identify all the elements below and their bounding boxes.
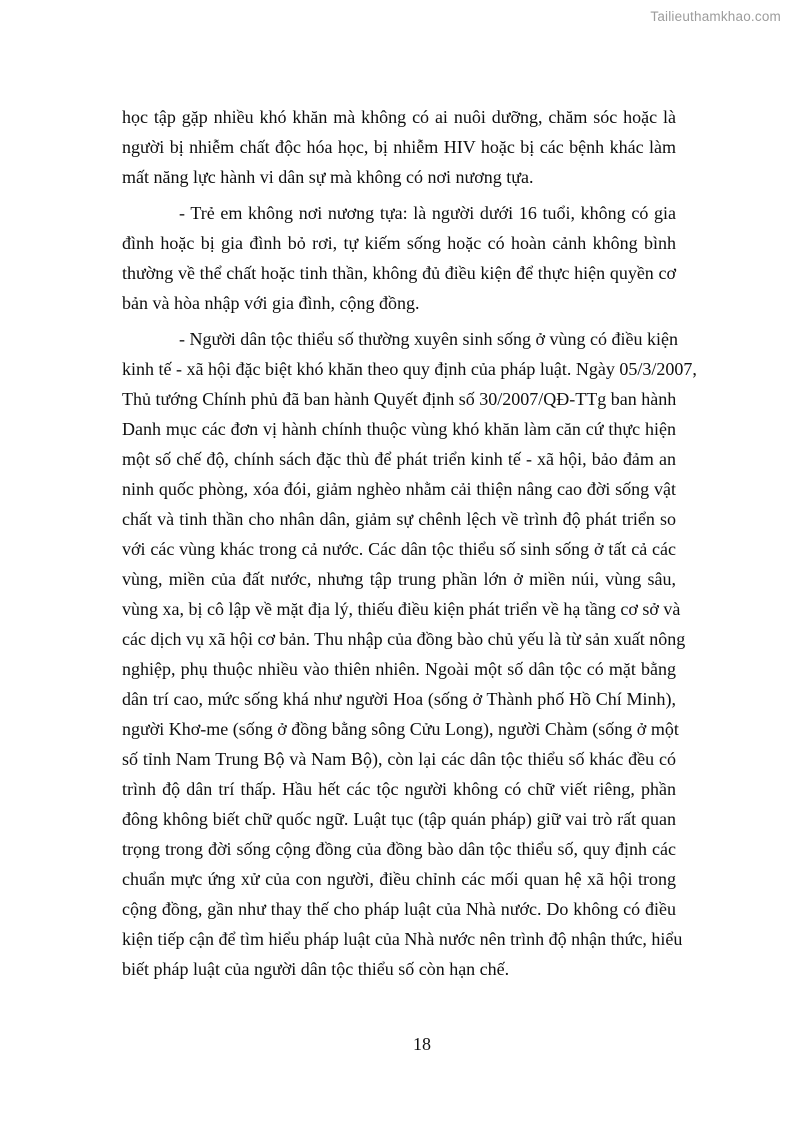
text-line: trọng trong đời sống cộng đồng của đồng bào dân tộc thiểu số, quy định các — [122, 839, 676, 859]
text-line: kinh tế - xã hội đặc biệt khó khăn theo quy định của pháp luật. Ngày 05/3/2007, — [122, 359, 697, 379]
text-line: một số chế độ, chính sách đặc thù để phát triển kinh tế - xã hội, bảo đảm an — [122, 449, 676, 469]
text-line: kiện tiếp cận để tìm hiểu pháp luật của Nhà nước nên trình độ nhận thức, hiểu — [122, 929, 683, 949]
text-line: - Người dân tộc thiểu số thường xuyên sinh sống ở vùng có điều kiện — [179, 329, 679, 349]
text-line: - Trẻ em không nơi nương tựa: là người dưới 16 tuổi, không có gia — [179, 203, 676, 223]
watermark-text: Tailieuthamkhao.com — [650, 9, 781, 24]
text-line: biết pháp luật của người dân tộc thiểu số còn hạn chế. — [122, 959, 510, 979]
text-line: nghiệp, phụ thuộc nhiều vào thiên nhiên. Ngoài một số dân tộc có mặt bằng — [122, 659, 676, 679]
text-line: mất năng lực hành vi dân sự mà không có nơi nương tựa. — [122, 167, 534, 187]
text-line: người bị nhiễm chất độc hóa học, bị nhiễm HIV hoặc bị các bệnh khác làm — [122, 137, 676, 157]
text-line: vùng, miền của đất nước, nhưng tập trung phần lớn ở miền núi, vùng sâu, — [122, 569, 676, 589]
text-line: số tỉnh Nam Trung Bộ và Nam Bộ), còn lại các dân tộc thiểu số khác đều có — [122, 749, 676, 769]
text-line: thường về thể chất hoặc tinh thần, không đủ điều kiện để thực hiện quyền cơ — [122, 263, 676, 283]
paragraph — [122, 102, 676, 192]
paragraph — [122, 198, 676, 318]
text-line: chuẩn mực ứng xử của con người, điều chỉnh các mối quan hệ xã hội trong — [122, 869, 676, 889]
text-line: đông không biết chữ quốc ngữ. Luật tục (tập quán pháp) giữ vai trò rất quan — [122, 809, 676, 829]
text-line: người Khơ-me (sống ở đồng bằng sông Cửu Long), người Chàm (sống ở một — [122, 719, 679, 739]
page-number: 18 — [413, 1034, 431, 1054]
text-line: đình hoặc bị gia đình bỏ rơi, tự kiếm sống hoặc có hoàn cảnh không bình — [122, 233, 676, 253]
text-line: Thủ tướng Chính phủ đã ban hành Quyết định số 30/2007/QĐ-TTg ban hành — [122, 389, 677, 409]
text-line: chất và tinh thần cho nhân dân, giảm sự chênh lệch về trình độ phát triển so — [122, 509, 676, 529]
paragraph — [122, 324, 697, 984]
text-line: các dịch vụ xã hội cơ bản. Thu nhập của đồng bào chủ yếu là từ sản xuất nông — [122, 629, 686, 649]
text-line: dân trí cao, mức sống khá như người Hoa (sống ở Thành phố Hồ Chí Minh), — [122, 689, 676, 709]
text-line: học tập gặp nhiều khó khăn mà không có ai nuôi dưỡng, chăm sóc hoặc là — [122, 107, 676, 127]
text-line: cộng đồng, gần như thay thế cho pháp luật của Nhà nước. Do không có điều — [122, 899, 676, 919]
text-line: bản và hòa nhập với gia đình, cộng đồng. — [122, 293, 420, 313]
text-line: ninh quốc phòng, xóa đói, giảm nghèo nhằm cải thiện nâng cao đời sống vật — [122, 479, 676, 499]
text-line: trình độ dân trí thấp. Hầu hết các tộc người không có chữ viết riêng, phần — [122, 779, 676, 799]
text-line: vùng xa, bị cô lập về mặt địa lý, thiếu điều kiện phát triển về hạ tầng cơ sở và — [122, 599, 681, 619]
document-body — [122, 102, 697, 984]
text-line: Danh mục các đơn vị hành chính thuộc vùng khó khăn làm căn cứ thực hiện — [122, 419, 676, 439]
text-line: với các vùng khác trong cả nước. Các dân tộc thiểu số sinh sống ở tất cả các — [122, 539, 676, 559]
